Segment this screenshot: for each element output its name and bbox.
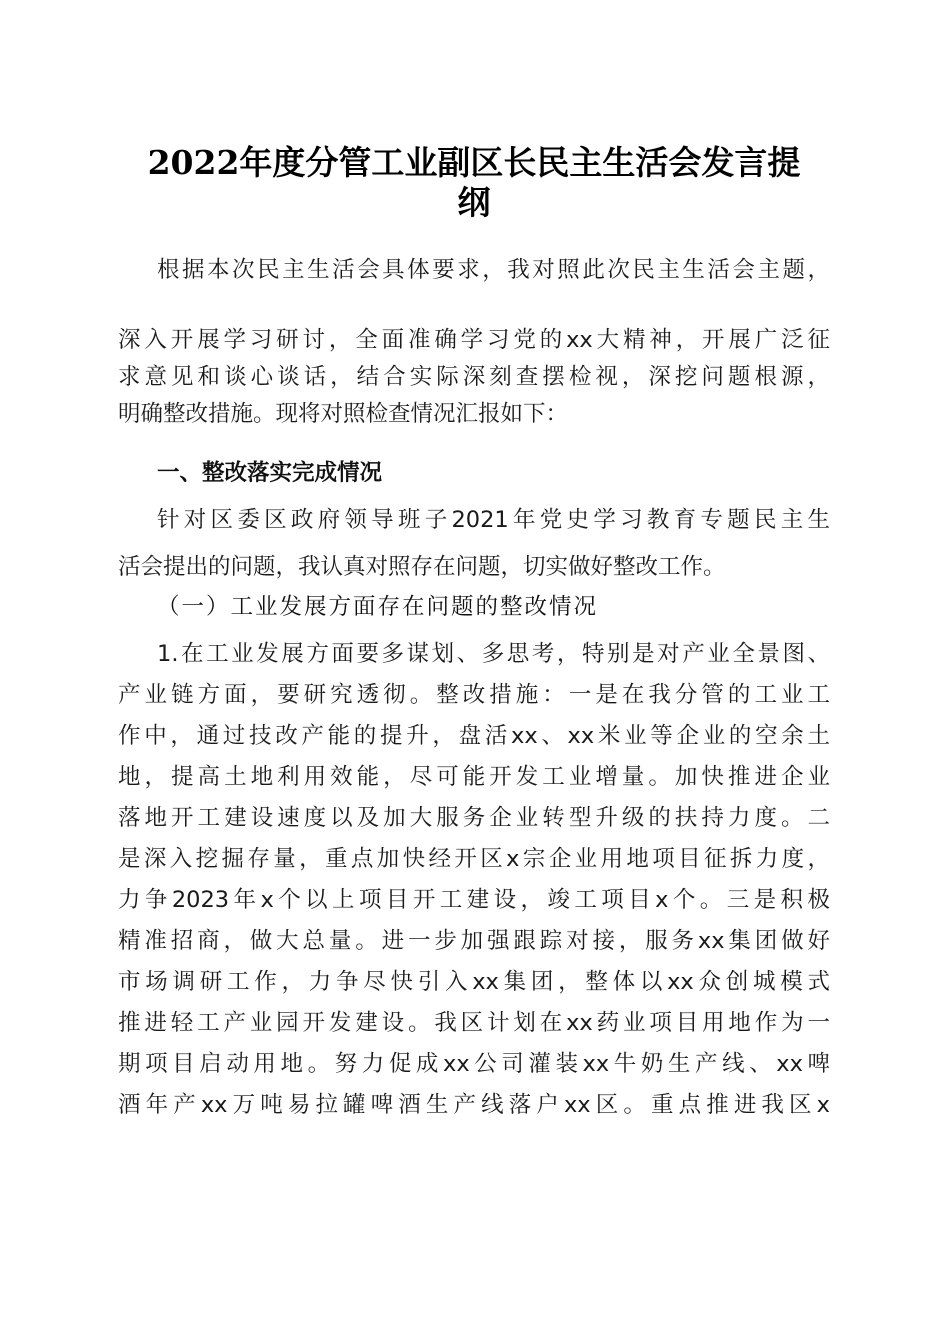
title-line-2: 纲	[457, 183, 491, 222]
item-para-line: 落地开工建设速度以及加大服务企业转型升级的扶持力度。二	[118, 805, 830, 831]
item-para-line: 期项目启动用地。努力促成xx公司灌装xx牛奶生产线、xx啤	[118, 1051, 830, 1077]
intro-line: 根据本次民主生活会具体要求，我对照此次民主生活会主题，	[157, 257, 830, 283]
item-para-line: 地，提高土地利用效能，尽可能开发工业增量。加快推进企业	[118, 764, 830, 790]
item-para-line: 酒年产xx万吨易拉罐啤酒生产线落户xx区。重点推进我区x	[118, 1092, 830, 1118]
item-para-line: 是深入挖掘存量，重点加快经开区x宗企业用地项目征拆力度，	[118, 846, 830, 872]
section-heading: 一、整改落实完成情况	[157, 460, 383, 486]
section-para-line: 针对区委区政府领导班子2021年党史学习教育专题民主生	[157, 507, 830, 533]
item-para-line: 1.在工业发展方面要多谋划、多思考，特别是对产业全景图、	[157, 641, 830, 667]
title-line-1: 2022年度分管工业副区长民主生活会发言提	[147, 143, 801, 182]
intro-line: 明确整改措施。现将对照检查情况汇报如下：	[118, 401, 569, 427]
intro-line: 深入开展学习研讨，全面准确学习党的xx大精神，开展广泛征	[118, 327, 830, 353]
item-para-line: 市场调研工作，力争尽快引入xx集团，整体以xx众创城模式	[118, 969, 830, 995]
item-para-line: 推进轻工产业园开发建设。我区计划在xx药业项目用地作为一	[118, 1010, 830, 1036]
intro-line: 求意见和谈心谈话，结合实际深刻查摆检视，深挖问题根源，	[118, 364, 830, 390]
item-para-line: 力争2023年x个以上项目开工建设，竣工项目x个。三是积极	[118, 887, 830, 913]
section-para-line: 活会提出的问题，我认真对照存在问题，切实做好整改工作。	[118, 554, 726, 580]
item-para-line: 作中，通过技改产能的提升，盘活xx、xx米业等企业的空余土	[118, 723, 830, 749]
item-para-line: 产业链方面，要研究透彻。整改措施：一是在我分管的工业工	[118, 682, 830, 708]
subsection-heading: （一）工业发展方面存在问题的整改情况	[157, 594, 599, 620]
item-para-line: 精准招商，做大总量。进一步加强跟踪对接，服务xx集团做好	[118, 928, 830, 954]
